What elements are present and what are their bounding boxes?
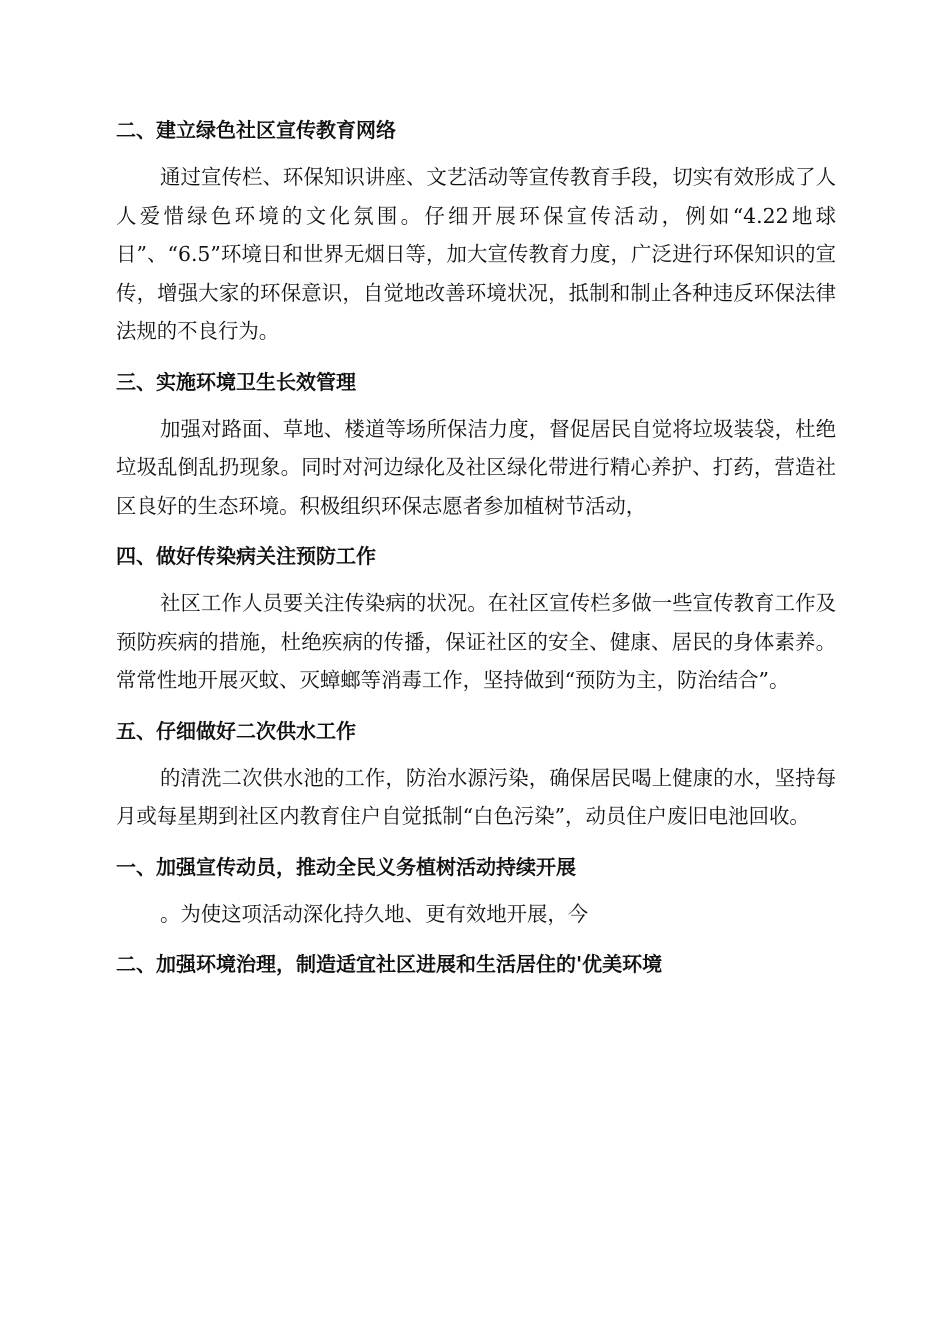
section-secondary-water-supply	[116, 711, 836, 836]
section-paragraph: 加强对路面、草地、楼道等场所保洁力度，督促居民自觉将垃圾装袋，杜绝垃圾乱倒乱扔现象。同时对河边绿化及社区绿化带进行精心养护、打药，营造社区良好的生态环境。积极组织环保志愿者参加植树节活动，	[116, 416, 836, 518]
section-heading: 二、加强环境治理，制造适宜社区进展和生活居住的'优美环境	[116, 952, 663, 976]
section-heading: 二、建立绿色社区宣传教育网络	[116, 118, 396, 142]
section-paragraph: 的清洗二次供水池的工作，防治水源污染，确保居民喝上健康的水，坚持每月或每星期到社区内教育住户自觉抵制“白色污染”，动员住户废旧电池回收。	[116, 765, 836, 828]
section-disease-prevention	[116, 536, 836, 700]
section-heading: 一、加强宣传动员，推动全民义务植树活动持续开展	[116, 854, 576, 879]
section-paragraph: 。为使这项活动深化持久地、更有效地开展，今	[160, 901, 589, 926]
document-body	[116, 110, 836, 992]
section-paragraph: 社区工作人员要关注传染病的状况。在社区宣传栏多做一些宣传教育工作及预防疾病的措施，杜绝疾病的传播，保证社区的安全、健康、居民的身体素养。常常性地开展灭蚊、灭蟑螂等消毒工作，坚持做到“预防为主，防治结合”。	[116, 591, 836, 692]
section-paragraph: 通过宣传栏、环保知识讲座、文艺活动等宣传教育手段，切实有效形成了人人爱惜绿色环境的文化氛围。仔细开展环保宣传活动，例如“4.22地球日”、“6.5”环境日和世界无烟日等，加大宣传教育力度，广泛进行环保知识的宣传，增强大家的环保意识，自觉地改善环境状况，抵制和制止各种违反环保法律法规的不良行为。	[116, 165, 836, 343]
section-heading: 三、实施环境卫生长效管理	[116, 369, 356, 394]
section-heading: 四、做好传染病关注预防工作	[116, 544, 376, 568]
section-heading: 五、仔细做好二次供水工作	[116, 718, 356, 743]
section-green-community-education	[116, 110, 836, 351]
section-tree-planting-campaign	[116, 847, 836, 934]
section-environmental-governance	[116, 944, 836, 984]
section-environmental-sanitation	[116, 362, 836, 526]
